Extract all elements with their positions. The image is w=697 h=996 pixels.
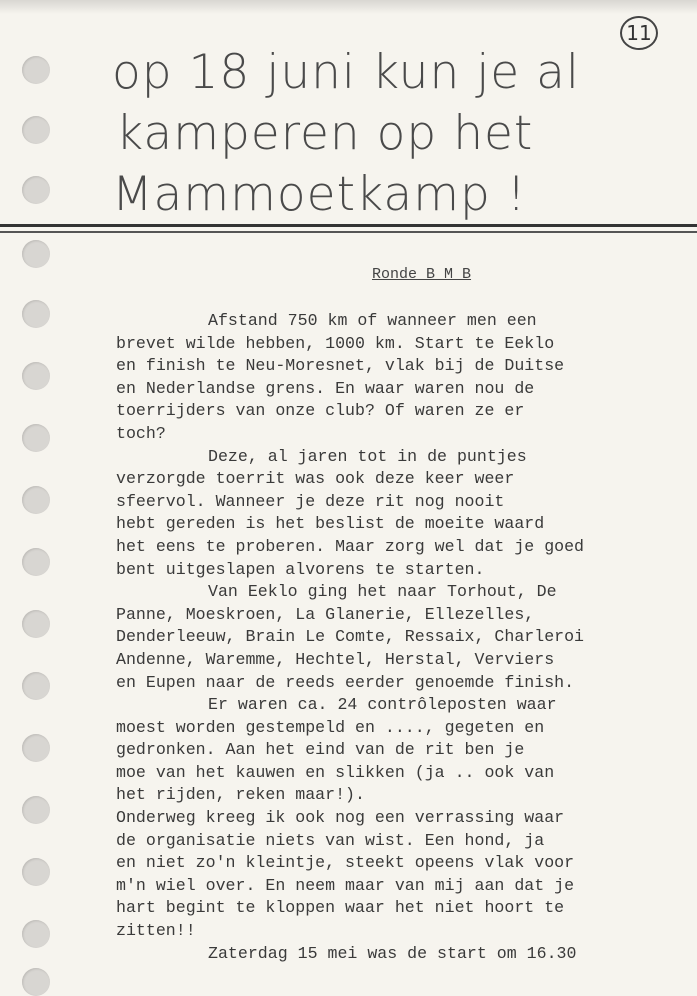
page-number: 11 [620,16,658,50]
binder-hole [22,362,50,390]
article-title: Ronde B M B [372,266,472,283]
body-line: toch? [116,423,166,443]
body-line: bent uitgeslapen alvorens te starten. [116,559,485,579]
binder-hole [22,672,50,700]
article-body [116,310,694,965]
heading-line-2: kamperen op het [116,106,534,161]
binder-hole [22,300,50,328]
scan-top-edge [0,0,697,14]
binder-hole [22,116,50,144]
body-line: Andenne, Waremme, Hechtel, Herstal, Verviers [116,649,555,669]
heading-line-1: op 18 juni kun je al [112,45,580,100]
body-line: sfeervol. Wanneer je deze rit nog nooit [116,491,505,511]
body-line: Zaterdag 15 mei was de start om 16.30 [208,943,577,963]
binder-hole [22,486,50,514]
body-line: gedronken. Aan het eind van de rit ben je [116,740,525,760]
binder-hole [22,424,50,452]
handwritten-heading [112,42,672,225]
body-line: het eens te proberen. Maar zorg wel dat je goed [116,536,585,556]
binder-hole [22,548,50,576]
body-line: hebt gereden is het beslist de moeite waard [116,514,545,534]
body-line: zitten!! [116,921,196,941]
body-line: en finish te Neu-Moresnet, vlak bij de Duitse [116,356,565,376]
body-line: de organisatie niets van wist. Een hond, ja [116,830,545,850]
divider-line [0,231,697,233]
body-line: brevet wilde hebben, 1000 km. Start te Eeklo [116,333,555,353]
body-line: moe van het kauwen en slikken (ja .. ook van [116,762,555,782]
body-line: Panne, Moeskroen, La Glanerie, Ellezelles, [116,604,535,624]
binder-hole [22,858,50,886]
binder-hole [22,796,50,824]
binder-hole [22,240,50,268]
body-line: en niet zo'n kleintje, steekt opeens vlak voor [116,853,575,873]
body-line: toerrijders van onze club? Of waren ze er [116,401,525,421]
body-line: verzorgde toerrit was ook deze keer weer [116,469,515,489]
binder-hole [22,734,50,762]
body-line: Denderleeuw, Brain Le Comte, Ressaix, Charleroi [116,627,585,647]
body-line: Er waren ca. 24 contrôleposten waar [208,695,557,715]
body-line: moest worden gestempeld en ...., gegeten en [116,717,545,737]
body-line: hart begint te kloppen waar het niet hoort te [116,898,565,918]
heading-line-3: Mammoetkamp ! [112,167,527,222]
body-line: Deze, al jaren tot in de puntjes [208,446,527,466]
binder-hole [22,610,50,638]
body-line: Afstand 750 km of wanneer men een [208,311,537,330]
binder-hole [22,920,50,948]
body-line: en Nederlandse grens. En waar waren nou de [116,378,535,398]
body-line: Onderweg kreeg ik ook nog een verrassing waar [116,808,565,828]
binder-hole [22,56,50,84]
binder-hole [22,176,50,204]
body-line: Van Eeklo ging het naar Torhout, De [208,582,557,602]
body-line: m'n wiel over. En neem maar van mij aan dat je [116,875,575,895]
divider-line [0,224,697,227]
body-line: en Eupen naar de reeds eerder genoemde finish. [116,672,575,692]
binder-hole [22,968,50,996]
body-line: het rijden, reken maar!). [116,785,365,805]
